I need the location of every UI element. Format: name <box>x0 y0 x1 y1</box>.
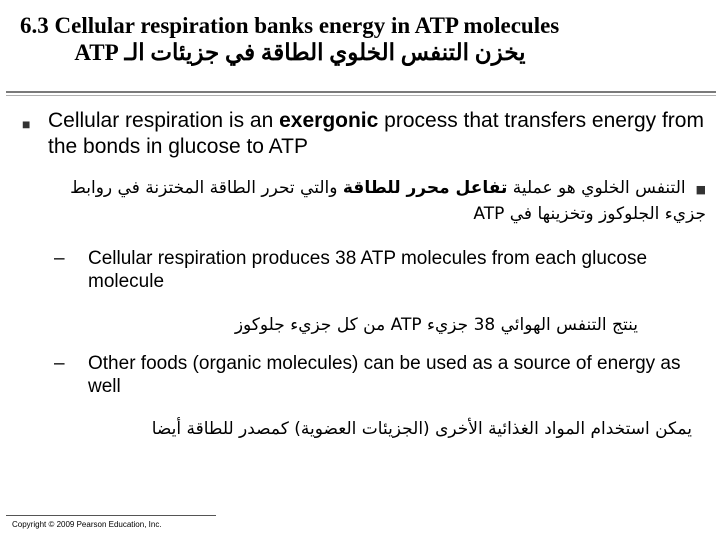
copyright-footer: Copyright © 2009 Pearson Education, Inc. <box>12 520 162 529</box>
bullet-text: Cellular respiration is an exergonic process that transfers energy from the bonds in glucose to ATP <box>48 109 704 158</box>
dash-bullet: – <box>54 353 65 374</box>
sub-bullet-other-foods <box>54 352 704 398</box>
dash-bullet: – <box>54 248 65 269</box>
sub-bullet-text: Cellular respiration produces 38 ATP molecules from each glucose molecule <box>88 248 648 292</box>
square-bullet-icon: ■ <box>22 116 31 132</box>
title-english: 6.3 Cellular respiration banks energy in ATP molecules <box>20 13 560 38</box>
bullet-cellular-respiration <box>22 108 706 160</box>
arabic-bold-term: تفاعل محرر للطاقة <box>342 178 508 198</box>
bold-term: exergonic <box>279 109 379 132</box>
sub-bullet-text: Other foods (organic molecules) can be used as a source of energy as well <box>88 353 681 397</box>
title-arabic: يخزن التنفس الخلوي الطاقة في جزيئات الـ ATP <box>74 40 526 65</box>
arabic-bullet: ■التنفس الخلوي هو عملية تفاعل محرر للطاقة والتي تحرر الطاقة المختزنة في روابط جزيء الجلوكوز وتخزينها في ATP <box>70 178 706 224</box>
arabic-sub-bullet-2: يمكن استخدام المواد الغذائية الأخرى (الجزيئات العضوية) كمصدر للطاقة أيضا <box>151 419 692 439</box>
sub-bullet-atp-yield <box>54 247 704 293</box>
title-divider-secondary <box>6 95 716 96</box>
square-bullet-icon: ■ <box>695 183 706 196</box>
arabic-sub-bullet-1: ينتج التنفس الهوائي 38 جزيء ATP من كل جزيء جلوكوز <box>234 315 638 335</box>
title-divider <box>6 91 716 93</box>
slide-title <box>0 12 720 66</box>
footer-divider <box>6 515 216 516</box>
